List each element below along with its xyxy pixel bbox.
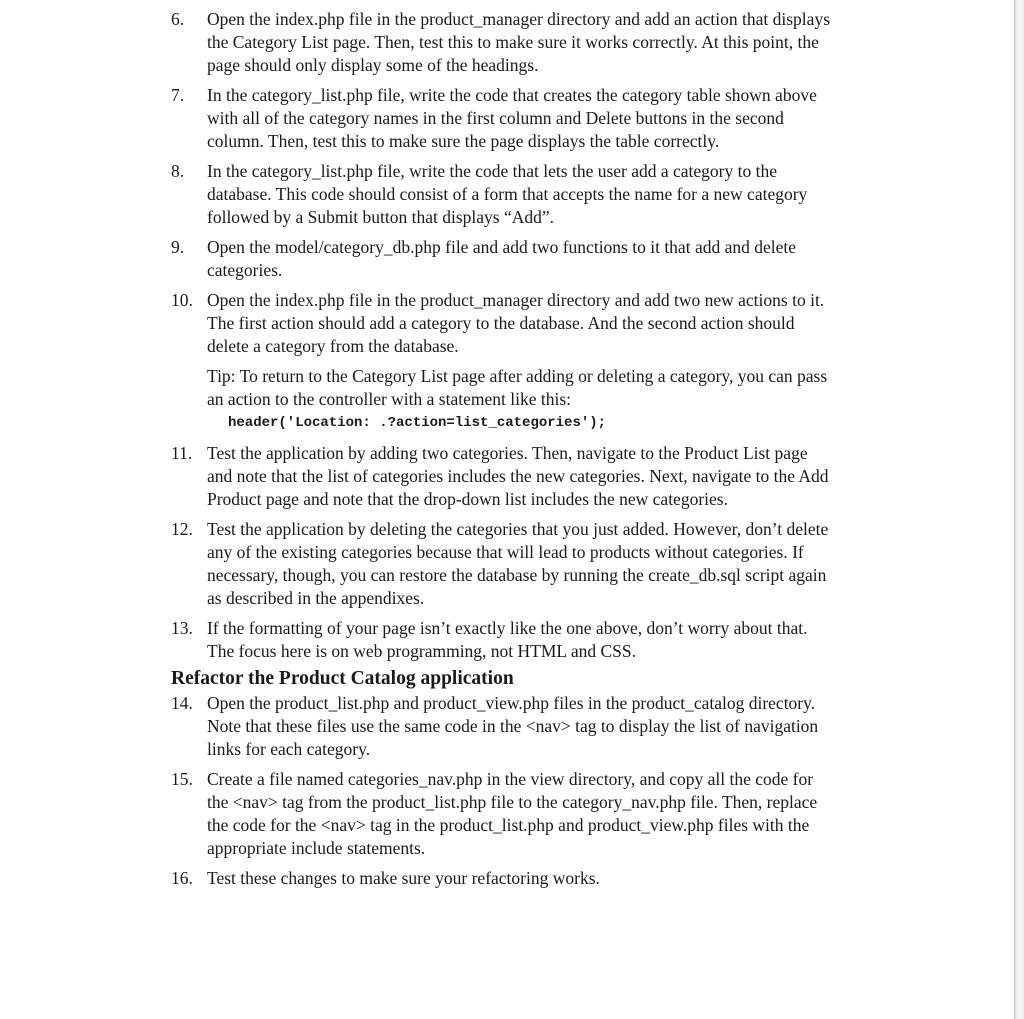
step-15 [171, 768, 831, 860]
tip-text: Tip: To return to the Category List page after adding or deleting a category, you can pass an action to the controller with a statement like this: [207, 366, 828, 409]
step-text: Open the model/category_db.php file and add two functions to it that add and delete categories. [207, 237, 797, 280]
step-9 [171, 236, 831, 282]
step-number: 11. [171, 443, 193, 463]
step-14 [171, 692, 831, 761]
step-16 [171, 867, 831, 890]
section-heading: Refactor the Product Catalog application [171, 668, 514, 689]
step-number: 9. [171, 237, 185, 257]
step-number: 6. [171, 9, 185, 29]
step-number: 7. [171, 85, 185, 105]
step-text: Open the index.php file in the product_manager directory and add two new actions to it. The first action should add a category to the database. And the second action should delete a category from the database. [207, 290, 825, 356]
step-text: Open the product_list.php and product_view.php files in the product_catalog directory. Note that these files use the same code in the <nav> tag to display the list of navigation links for each category. [207, 693, 819, 759]
exercise-content [171, 8, 831, 897]
step-text: Test these changes to make sure your refactoring works. [207, 868, 600, 888]
step-10 [171, 289, 831, 435]
step-text: If the formatting of your page isn’t exactly like the one above, don’t worry about that. The focus here is on web programming, not HTML and CSS. [207, 618, 808, 661]
step-text: In the category_list.php file, write the code that creates the category table shown above with all of the category names in the first column and Delete buttons in the second column. Then, test this to make sure the page displays the table correctly. [207, 85, 817, 151]
step-text: Create a file named categories_nav.php in the view directory, and copy all the code for the <nav> tag from the product_list.php file to the category_nav.php file. Then, replace the code for the <nav> tag in the product_list.php and product_view.php files with the appropriate include statements. [207, 769, 818, 858]
step-8 [171, 160, 831, 229]
step-text: In the category_list.php file, write the code that lets the user add a category to the database. This code should consist of a form that accepts the name for a new category followed by a Submit button that displays “Add”. [207, 161, 808, 227]
scrollbar[interactable] [1014, 0, 1024, 1019]
step-text: Test the application by adding two categories. Then, navigate to the Product List page and note that the list of categories includes the new categories. Next, navigate to the Add Product page and note that the drop-down list includes the new categories. [207, 443, 829, 509]
step-13 [171, 617, 831, 663]
step-11 [171, 442, 831, 511]
step-6 [171, 8, 831, 77]
step-text: Test the application by deleting the categories that you just added. However, don’t delete any of the existing categories because that will lead to products without categories. If necessary, though, you can restore the database by running the create_db.sql script again as described in the appendixes. [207, 519, 829, 608]
step-number: 14. [171, 693, 193, 713]
step-number: 16. [171, 868, 193, 888]
step-12 [171, 518, 831, 610]
step-number: 12. [171, 519, 193, 539]
code-snippet: header('Location: .?action=list_categories'); [228, 415, 607, 431]
step-number: 15. [171, 769, 193, 789]
step-number: 8. [171, 161, 185, 181]
step-7 [171, 84, 831, 153]
step-number: 10. [171, 290, 193, 310]
step-number: 13. [171, 618, 193, 638]
step-text: Open the index.php file in the product_manager directory and add an action that displays the Category List page. Then, test this to make sure it works correctly. At this point, the page should only display some of the headings. [207, 9, 831, 75]
